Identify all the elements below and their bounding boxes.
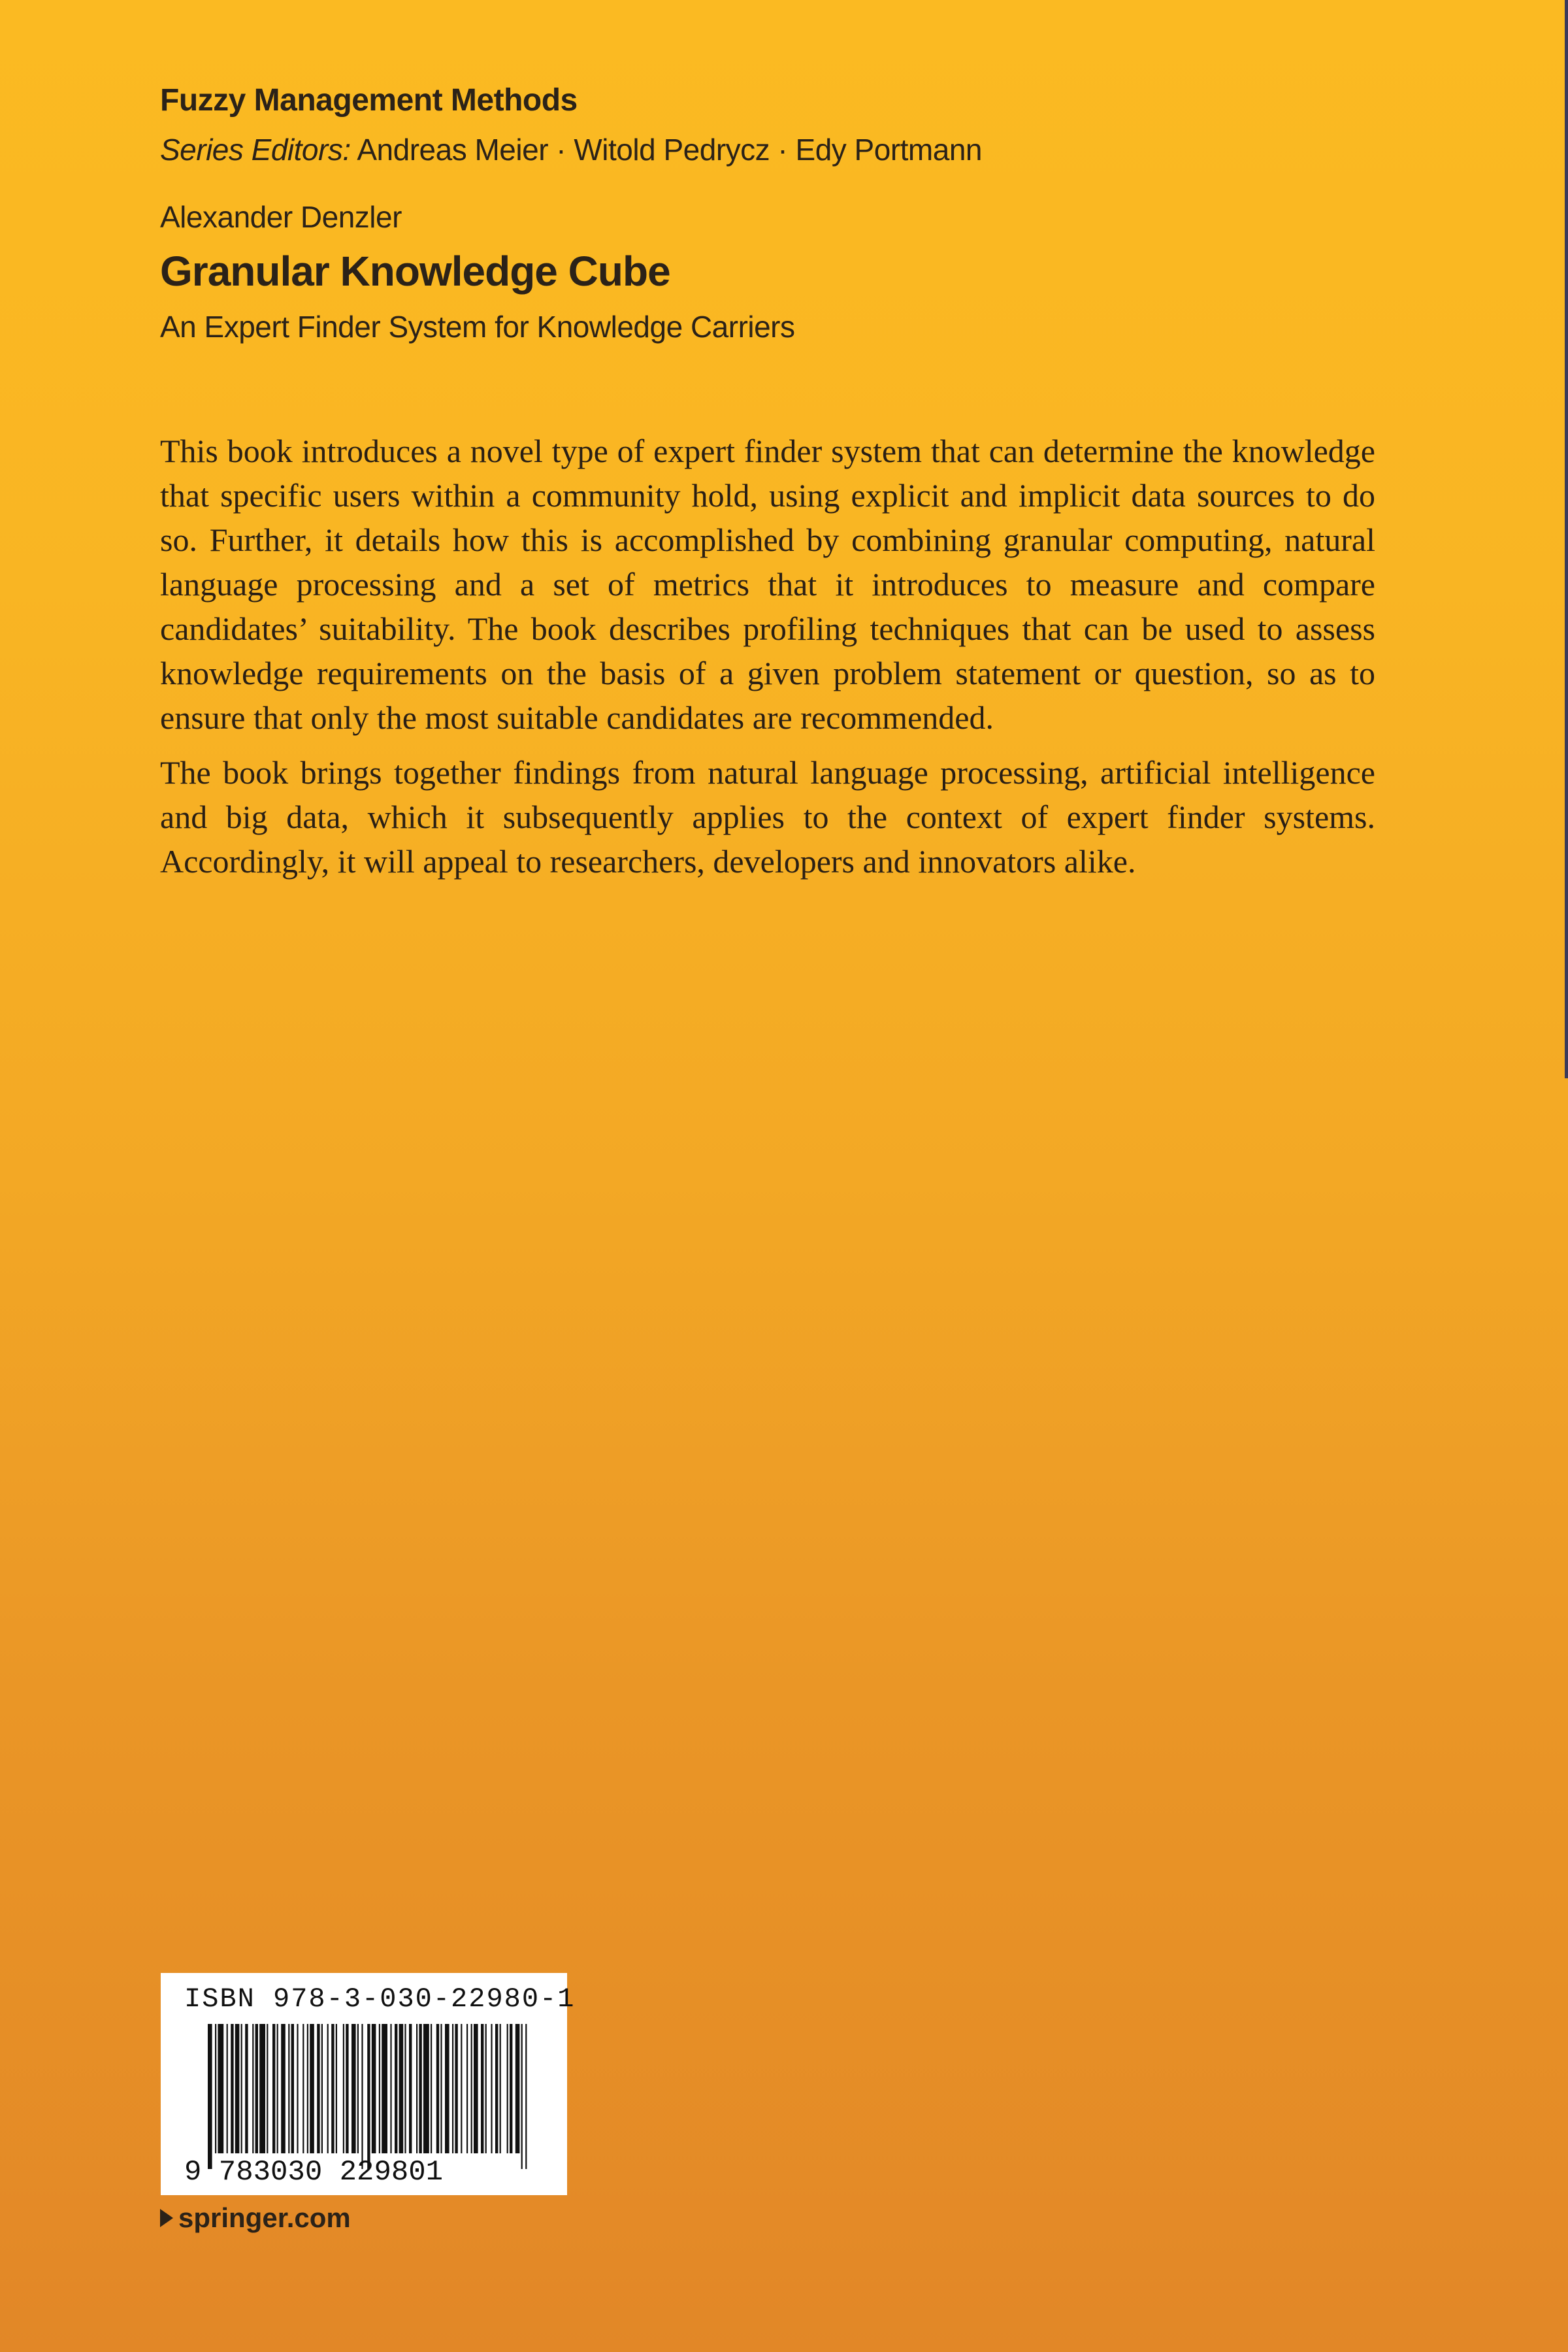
play-triangle-icon xyxy=(160,2209,173,2227)
series-editors-label: Series Editors: xyxy=(160,133,351,167)
book-author: Alexander Denzler xyxy=(160,200,402,234)
barcode-bar xyxy=(331,2024,334,2153)
barcode-bar xyxy=(485,2024,487,2153)
publisher-link-text: springer.com xyxy=(178,2202,351,2233)
barcode-bar xyxy=(399,2024,404,2153)
book-title: Granular Knowledge Cube xyxy=(160,248,670,295)
book-description xyxy=(160,429,1375,894)
barcode-bar xyxy=(208,2024,212,2169)
barcode-bar xyxy=(272,2024,275,2153)
barcode-bar xyxy=(215,2024,216,2153)
barcode-bar xyxy=(317,2024,319,2153)
barcode-bar xyxy=(416,2024,417,2153)
barcode-bar xyxy=(423,2024,429,2153)
barcode-bar xyxy=(474,2024,478,2153)
series-editors-names: Andreas Meier · Witold Pedrycz · Edy Portmann xyxy=(357,133,982,167)
series-title: Fuzzy Management Methods xyxy=(160,83,578,118)
barcode-bar xyxy=(525,2024,527,2169)
isbn-label: ISBN 978-3-030-22980-1 xyxy=(184,1983,576,2015)
barcode-bar xyxy=(235,2024,240,2153)
barcode-bar xyxy=(288,2024,289,2153)
barcode-bar xyxy=(252,2024,253,2153)
barcode-bar xyxy=(267,2024,268,2153)
barcode-bar xyxy=(507,2024,508,2153)
barcode-bar xyxy=(281,2024,286,2153)
barcode-bar xyxy=(357,2024,359,2153)
barcode-bar xyxy=(461,2024,462,2153)
barcode-bar xyxy=(466,2024,468,2153)
barcode-bar xyxy=(241,2024,242,2153)
barcode-bar xyxy=(259,2024,265,2153)
barcode-bar xyxy=(510,2024,512,2153)
barcode-bar xyxy=(351,2024,356,2153)
barcode-bar xyxy=(521,2024,523,2169)
barcode-bar xyxy=(409,2024,412,2153)
barcode-bar xyxy=(231,2024,233,2153)
barcode-bar xyxy=(455,2024,457,2153)
barcode-bar xyxy=(382,2024,387,2153)
barcode-bar xyxy=(481,2024,483,2153)
publisher-link[interactable] xyxy=(160,2202,351,2234)
barcode-bar xyxy=(431,2024,432,2153)
barcode-bar xyxy=(515,2024,520,2153)
series-editors xyxy=(160,132,982,167)
barcode-bar xyxy=(255,2024,258,2153)
barcode-bar xyxy=(346,2024,348,2153)
barcode-bar xyxy=(277,2024,278,2153)
barcode-bar xyxy=(436,2024,439,2153)
barcode-bar xyxy=(245,2024,248,2153)
barcode-bar xyxy=(291,2024,294,2153)
isbn-barcode xyxy=(161,1973,576,2195)
barcode-bar xyxy=(218,2024,223,2153)
barcode-bar xyxy=(390,2024,391,2153)
description-paragraph: This book introduces a novel type of expert finder system that can determine the knowledge that specific users within a community hold, using explicit and implicit data sources to do so. Further, it details how this is accomplished by combining granular computing, natural language processing and a set of metrics that it introduces to measure and compare candidates’ suitability. The book describes profiling techniques that can be used to assess knowledge requirements on the basis of a given problem statement or question, so as to ensure that only the most suitable candidates are recommended. xyxy=(160,433,1375,736)
barcode-bar xyxy=(379,2024,380,2153)
barcode-bar xyxy=(297,2024,298,2153)
barcode-bar xyxy=(327,2024,329,2153)
barcode-bar xyxy=(336,2024,337,2153)
barcode-bar xyxy=(491,2024,492,2153)
barcode-bar xyxy=(343,2024,344,2153)
barcode-bar xyxy=(500,2024,501,2153)
barcode-bar xyxy=(404,2024,406,2153)
barcode-bar xyxy=(395,2024,397,2153)
barcode-bar xyxy=(440,2024,442,2153)
description-paragraph: The book brings together findings from natural language processing, artificial intelligence and big data, which it subsequently applies to the context of expert finder systems. Accordingly, it will appeal to researchers, developers and innovators alike. xyxy=(160,754,1375,880)
spine-edge xyxy=(1565,0,1568,1078)
barcode-bar xyxy=(495,2024,498,2153)
barcode-bar xyxy=(307,2024,308,2153)
barcode-bar xyxy=(419,2024,421,2153)
barcode-bar xyxy=(227,2024,228,2153)
barcode-bar xyxy=(310,2024,314,2153)
barcode-bar xyxy=(445,2024,449,2153)
barcode-bar xyxy=(367,2024,370,2169)
barcode-bar xyxy=(452,2024,453,2153)
barcode-bar xyxy=(302,2024,304,2153)
book-subtitle: An Expert Finder System for Knowledge Carriers xyxy=(160,310,795,344)
barcode-bar xyxy=(471,2024,472,2153)
barcode-bar xyxy=(372,2024,376,2153)
barcode-bar xyxy=(321,2024,323,2153)
barcode-bar xyxy=(361,2024,363,2169)
ean-digits: 9 783030 229801 xyxy=(184,2156,444,2189)
